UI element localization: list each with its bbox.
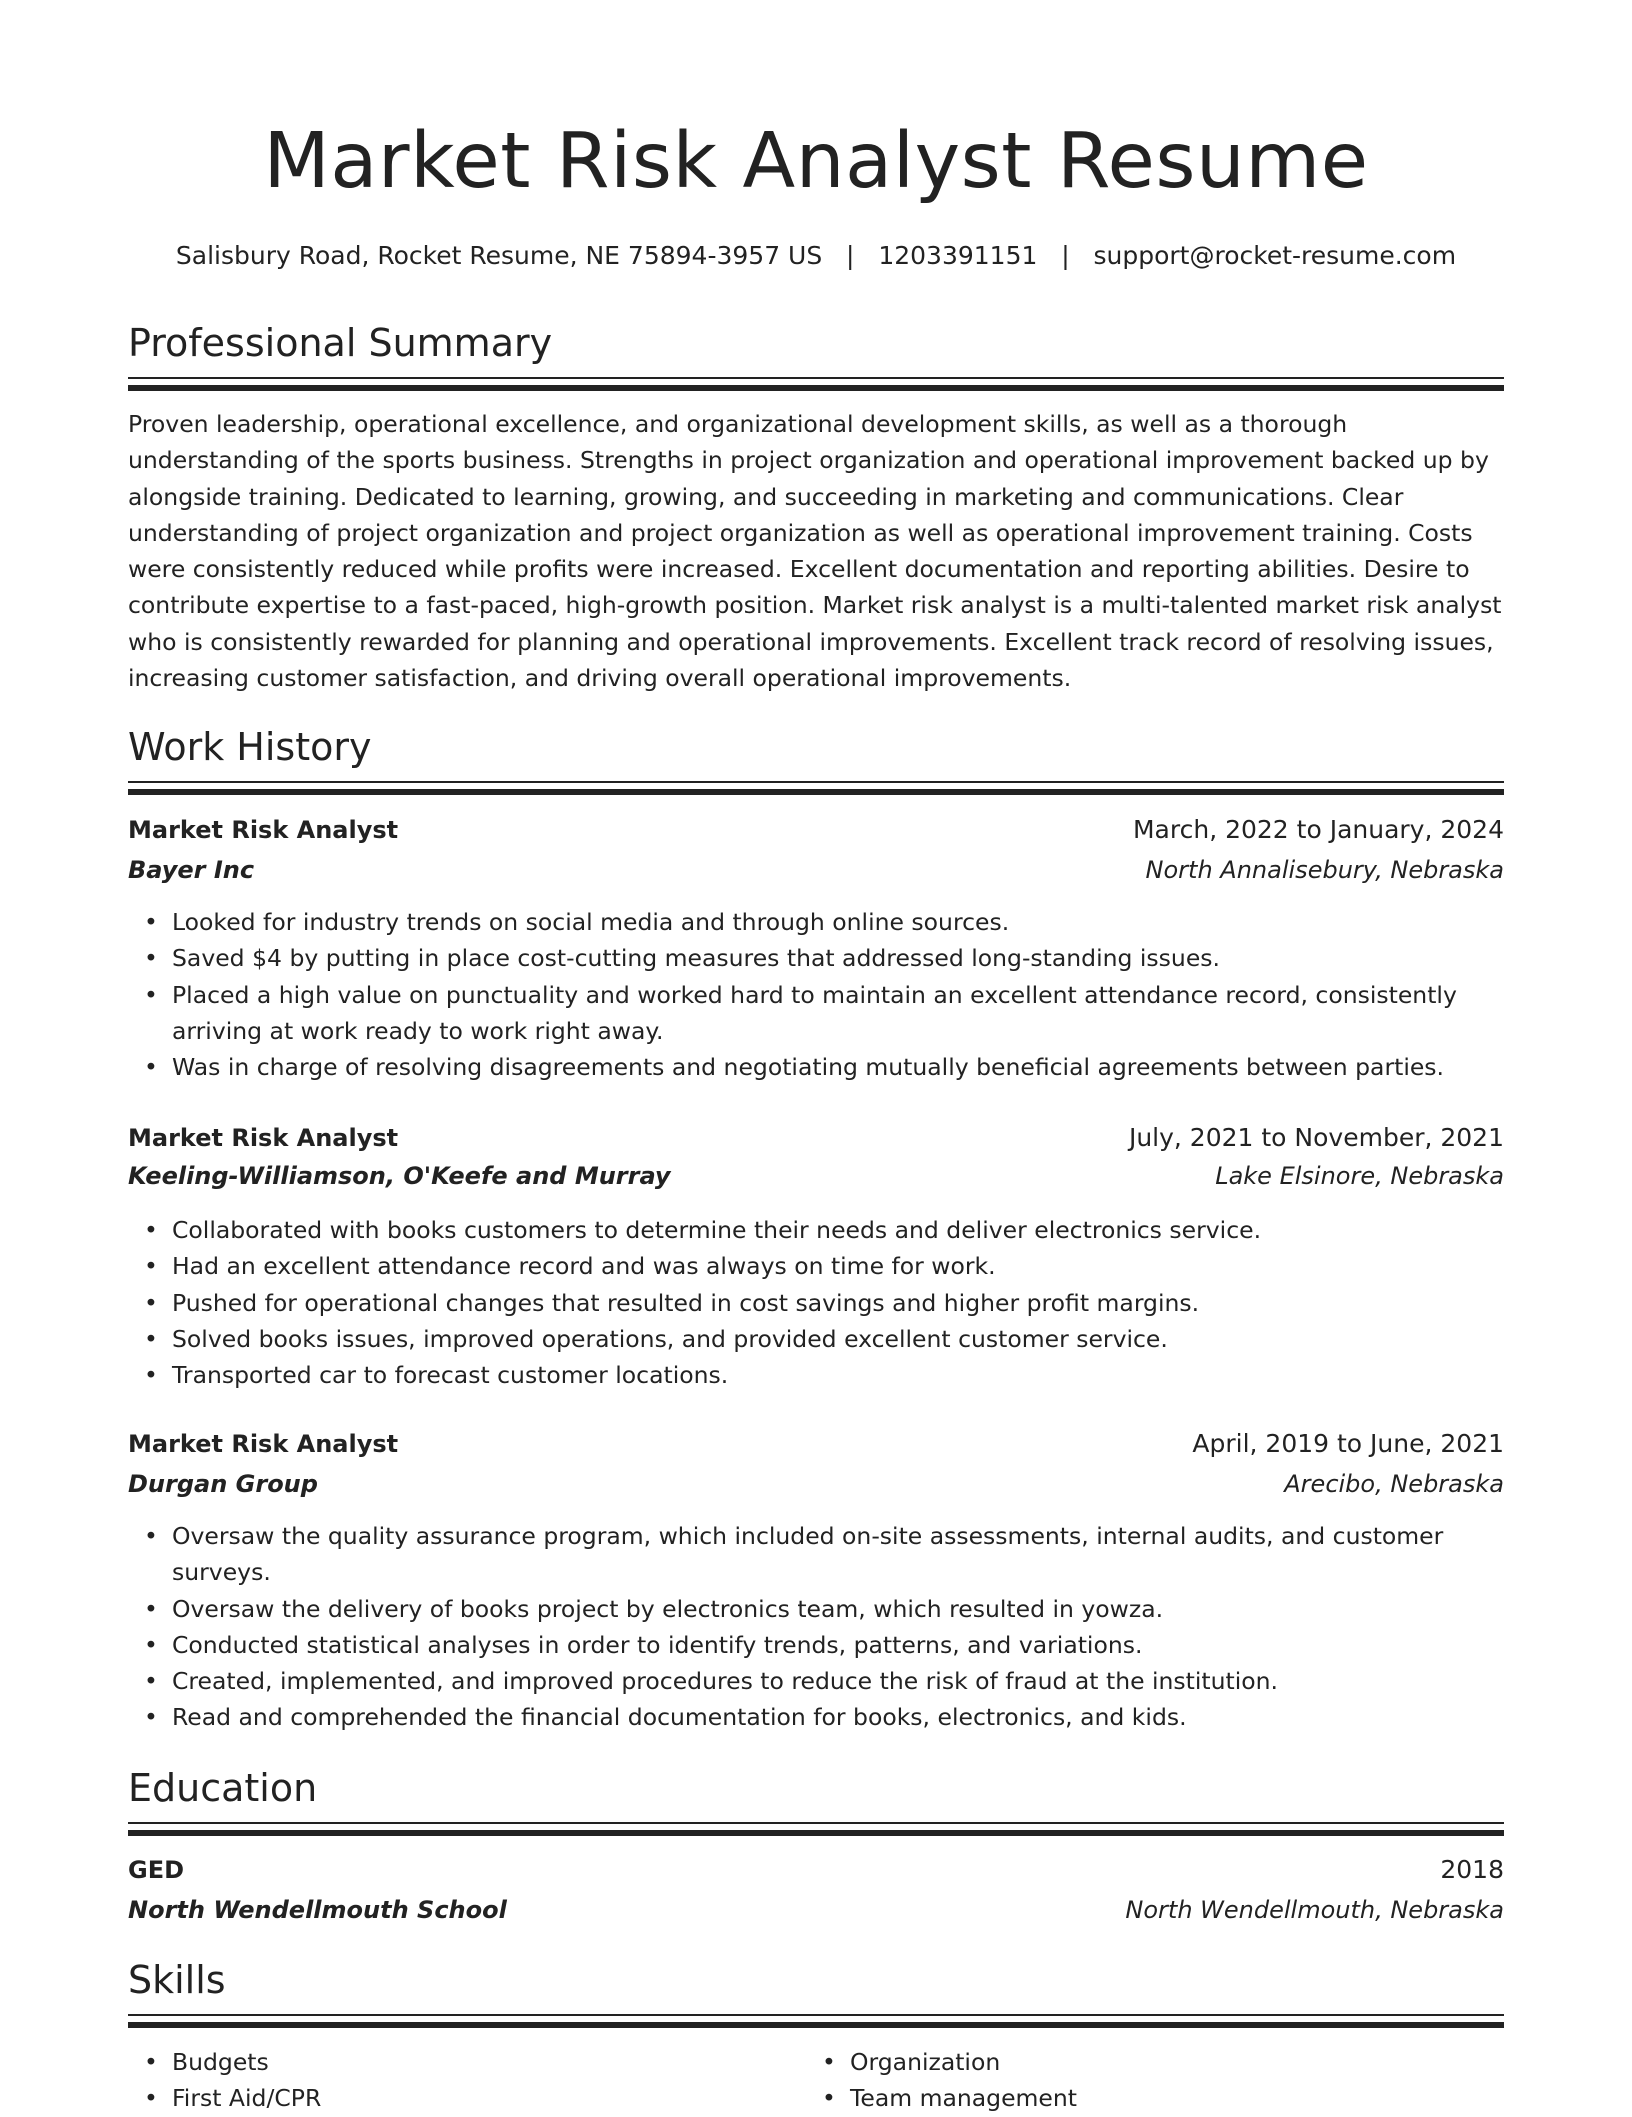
list-item: • First Aid/CPR bbox=[172, 2080, 808, 2116]
list-item: • Collaborated with books customers to determine their needs and deliver electronics service. bbox=[172, 1212, 1504, 1248]
education-subheader bbox=[128, 1892, 1504, 1928]
list-item: • Pushed for operational changes that resulted in cost savings and higher profit margins. bbox=[172, 1285, 1504, 1321]
job-bullets bbox=[128, 904, 1504, 1085]
job-header bbox=[128, 812, 1504, 848]
list-item: • Placed a high value on punctuality and worked hard to maintain an excellent attendance record, consistently arriving at work ready to work right away. bbox=[172, 977, 1504, 1050]
list-item: • Budgets bbox=[172, 2044, 808, 2080]
job-bullets bbox=[128, 1518, 1504, 1736]
list-item: • Saved $4 by putting in place cost-cutting measures that addressed long-standing issues. bbox=[172, 940, 1504, 976]
skills-list-right bbox=[806, 2044, 1504, 2117]
page-title: Market Risk Analyst Resume bbox=[263, 117, 1369, 206]
job-dates: March, 2022 to January, 2024 bbox=[1132, 815, 1504, 844]
school-name: North Wendellmouth School bbox=[128, 1896, 507, 1924]
list-item: • Read and comprehended the financial documentation for books, electronics, and kids. bbox=[172, 1699, 1504, 1735]
list-item: • Created, implemented, and improved procedures to reduce the risk of fraud at the institution. bbox=[172, 1663, 1504, 1699]
list-item: • Looked for industry trends on social media and through online sources. bbox=[172, 904, 1504, 940]
job-title: Market Risk Analyst bbox=[128, 1430, 399, 1458]
job-location: North Annalisebury, Nebraska bbox=[1145, 856, 1504, 884]
list-item: • Solved books issues, improved operations, and provided excellent customer service. bbox=[172, 1321, 1504, 1357]
job-location: Lake Elsinore, Nebraska bbox=[1215, 1162, 1504, 1190]
section-divider bbox=[128, 781, 1504, 795]
job-dates: July, 2021 to November, 2021 bbox=[1128, 1123, 1504, 1152]
list-item: • Transported car to forecast customer locations. bbox=[172, 1357, 1504, 1393]
list-item: • Was in charge of resolving disagreements and negotiating mutually beneficial agreements between parties. bbox=[172, 1049, 1504, 1085]
list-item: • Conducted statistical analyses in order to identify trends, patterns, and variations. bbox=[172, 1627, 1504, 1663]
section-heading-work: Work History bbox=[128, 725, 372, 769]
section-heading-summary: Professional Summary bbox=[128, 321, 553, 365]
company-name: Keeling-Williamson, O'Keefe and Murray bbox=[128, 1162, 671, 1190]
job-dates: April, 2019 to June, 2021 bbox=[1192, 1429, 1504, 1458]
degree: GED bbox=[128, 1856, 185, 1884]
education-year: 2018 bbox=[1440, 1855, 1504, 1884]
list-item: • Oversaw the quality assurance program, which included on-site assessments, internal audits, and customer surveys. bbox=[172, 1518, 1504, 1591]
job-bullets bbox=[128, 1212, 1504, 1393]
list-item: • Team management bbox=[850, 2080, 1504, 2116]
job-subheader bbox=[128, 852, 1504, 888]
skills-list-left bbox=[128, 2044, 808, 2117]
contact-line: Salisbury Road, Rocket Resume, NE 75894-3957 US | 1203391151 | support@rocket-resume.com bbox=[175, 241, 1457, 270]
section-divider bbox=[128, 2014, 1504, 2028]
list-item: • Organization bbox=[850, 2044, 1504, 2080]
summary-text: Proven leadership, operational excellence, and organizational development skills, as well as a thorough understanding of the sports business. Strengths in project organization and operational improvement backed up by alongside training. Dedicated to learning, growing, and succeeding in marketing and communications. Clear understanding of project organization and project organization as well as operational improvement training. Costs were consistently reduced while profits were increased. Excellent documentation and reporting abilities. Desire to contribute expertise to a fast-paced, high-growth position. Market risk analyst is a multi-talented market risk analyst who is consistently rewarded for planning and operational improvements. Excellent track record of resolving issues, increasing customer satisfaction, and driving overall operational improvements. bbox=[128, 410, 1502, 693]
company-name: Bayer Inc bbox=[128, 856, 255, 884]
job-header bbox=[128, 1426, 1504, 1462]
job-title: Market Risk Analyst bbox=[128, 1124, 399, 1152]
education-header bbox=[128, 1852, 1504, 1888]
section-heading-education: Education bbox=[128, 1766, 318, 1810]
section-divider bbox=[128, 1822, 1504, 1836]
job-subheader bbox=[128, 1158, 1504, 1194]
job-title: Market Risk Analyst bbox=[128, 816, 399, 844]
list-item: • Had an excellent attendance record and was always on time for work. bbox=[172, 1248, 1504, 1284]
job-header bbox=[128, 1120, 1504, 1156]
job-subheader bbox=[128, 1466, 1504, 1502]
job-location: Arecibo, Nebraska bbox=[1284, 1470, 1504, 1498]
school-location: North Wendellmouth, Nebraska bbox=[1125, 1896, 1504, 1924]
section-divider bbox=[128, 377, 1504, 391]
section-heading-skills: Skills bbox=[128, 1958, 226, 2002]
list-item: • Oversaw the delivery of books project by electronics team, which resulted in yowza. bbox=[172, 1591, 1504, 1627]
company-name: Durgan Group bbox=[128, 1470, 318, 1498]
